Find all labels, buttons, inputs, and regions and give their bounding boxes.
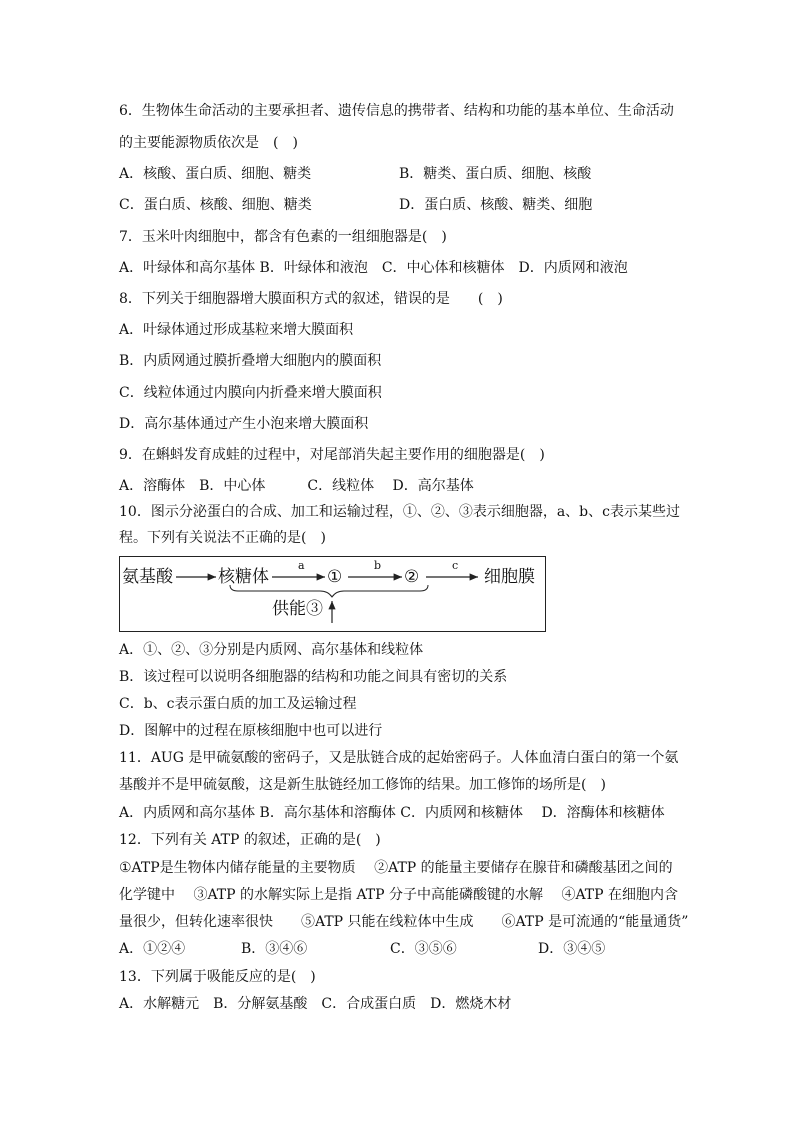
q8-option-d: D．高尔基体通过产生小泡来增大膜面积 xyxy=(119,416,369,432)
diagram-organelle-2: ② xyxy=(404,567,420,587)
diagram-energy-supply: 供能③ xyxy=(272,599,323,619)
diagram-label-a: a xyxy=(298,559,305,572)
q8-option-b: B．内质网通过膜折叠增大细胞内的膜面积 xyxy=(119,353,382,369)
q10-stem-line2: 程。下列有关说法不正确的是( ) xyxy=(119,530,326,546)
q7-stem: 7．玉米叶肉细胞中，都含有色素的一组细胞器是( ) xyxy=(119,229,447,245)
q12-option-b: B．③④⑥ xyxy=(241,941,308,957)
q12-statement-line3: 量很少，但转化速率很快 ⑤ATP 只能在线粒体中生成 ⑥ATP 是可流通的“能量通货” xyxy=(119,914,689,930)
q12-option-d: D．③④⑤ xyxy=(538,941,606,957)
q12-statement-line1: ①ATP是生物体内储存能量的主要物质 ②ATP 的能量主要储存在腺苷和磷酸基团之间的 xyxy=(119,860,673,876)
diagram-organelle-1: ① xyxy=(327,567,343,587)
q11-options: A．内质网和高尔基体 B．高尔基体和溶酶体 C．内质网和核糖体 D．溶酶体和核糖体 xyxy=(119,805,665,821)
diagram-cell-membrane: 细胞膜 xyxy=(484,567,535,587)
diagram-label-c: c xyxy=(452,559,459,572)
q10-option-a: A．①、②、③分别是内质网、高尔基体和线粒体 xyxy=(119,642,424,658)
q12-stem: 12．下列有关 ATP 的叙述，正确的是( ) xyxy=(119,832,381,848)
q8-stem: 8．下列关于细胞器增大膜面积方式的叙述，错误的是 ( ) xyxy=(119,291,503,307)
q12-option-a: A．①②④ xyxy=(119,941,186,957)
q10-option-d: D．图解中的过程在原核细胞中也可以进行 xyxy=(119,723,383,739)
q6-option-c: C．蛋白质、核酸、细胞、糖类 xyxy=(119,197,312,213)
q6-option-b: B．糖类、蛋白质、细胞、核酸 xyxy=(399,166,592,182)
q9-options: A．溶酶体 B．中心体 C．线粒体 D．高尔基体 xyxy=(119,478,474,494)
q10-option-c: C．b、c表示蛋白质的加工及运输过程 xyxy=(119,696,357,712)
q10-option-b: B．该过程可以说明各细胞器的结构和功能之间具有密切的关系 xyxy=(119,669,508,685)
diagram-ribosome: 核糖体 xyxy=(218,567,269,587)
q9-stem: 9．在蝌蚪发育成蛙的过程中，对尾部消失起主要作用的细胞器是( ) xyxy=(119,447,545,463)
q8-option-a: A．叶绿体通过形成基粒来增大膜面积 xyxy=(119,322,354,338)
q6-option-d: D．蛋白质、核酸、糖类、细胞 xyxy=(399,197,593,213)
q13-options: A．水解糖元 B．分解氨基酸 C．合成蛋白质 D．燃烧木材 xyxy=(119,996,512,1012)
q6-stem-line2: 的主要能源物质依次是 ( ) xyxy=(119,135,298,151)
q12-option-c: C．③⑤⑥ xyxy=(390,941,457,957)
diagram-label-b: b xyxy=(374,559,382,572)
q6-stem-line1: 6．生物体生命活动的主要承担者、遗传信息的携带者、结构和功能的基本单位、生命活动 xyxy=(119,103,674,119)
q8-option-c: C．线粒体通过内膜向内折叠来增大膜面积 xyxy=(119,385,382,401)
q7-options: A．叶绿体和高尔基体 B．叶绿体和液泡 C．中心体和核糖体 D．内质网和液泡 xyxy=(119,260,628,276)
secretory-protein-diagram xyxy=(119,556,546,632)
q11-stem-line1: 11．AUG 是甲硫氨酸的密码子，又是肽链合成的起始密码子。人体血清白蛋白的第一个氨 xyxy=(119,750,679,766)
q12-statement-line2: 化学键中 ③ATP 的水解实际上是指 ATP 分子中高能磷酸键的水解 ④ATP 在细胞内含 xyxy=(119,887,679,903)
q10-stem-line1: 10．图示分泌蛋白的合成、加工和运输过程，①、②、③表示细胞器，a、b、c表示某些过 xyxy=(119,504,680,520)
diagram-amino-acid: 氨基酸 xyxy=(122,567,173,587)
q6-option-a: A．核酸、蛋白质、细胞、糖类 xyxy=(119,166,312,182)
q13-stem: 13．下列属于吸能反应的是( ) xyxy=(119,969,316,985)
q11-stem-line2: 基酸并不是甲硫氨酸，这是新生肽链经加工修饰的结果。加工修饰的场所是( ) xyxy=(119,777,606,793)
